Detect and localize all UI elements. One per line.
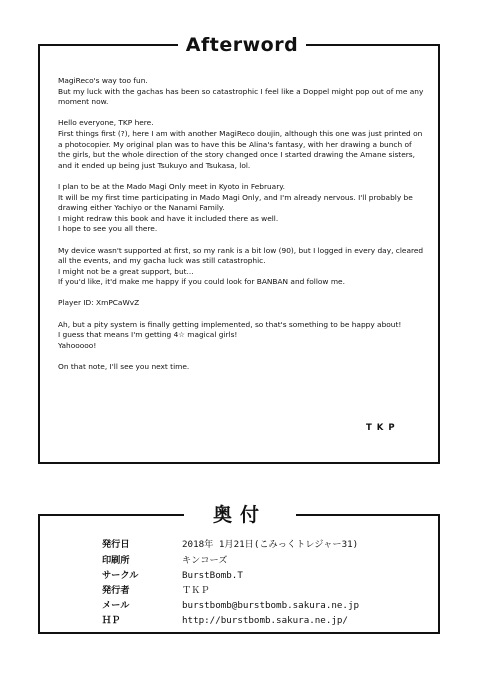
colophon-label: メール <box>102 600 130 611</box>
colophon-label: ＨＰ <box>102 615 121 626</box>
colophon-value: burstbomb@burstbomb.sakura.ne.jp <box>182 600 360 611</box>
afterword-body: MagiReco's way too fun. But my luck with the gachas has been so catastrophic I feel like a Doppel might pop out of me any moment now. Hello everyone, TKP here. First things first (?), here I am with another MagiReco doujin, although this one was just printed on a photocopier. My original plan was to have this be Alina's fantasy, with her drawing a bunch of the girls, but the whole direction of the story changed once I started drawing the Amane sisters, and it ended up being just Tsukuyo and Tsukasa, lol. I plan to be at the Mado Magi Only meet in Kyoto in February. It will be my first time participating in Mado Magi Only, and I'm already nervous. I'll probably be drawing either Yachiyo or the Nanami Family. I might redraw this book and have it included there as well. I hope to see you all there. My device wasn't supported at first, so my rank is a bit low (90), but I logged in every day, cleared all the events, and my gacha luck was still catastrophic. I might not be a great support, but... If you'd like, it'd make me happy if you could look for BANBAN and follow me. Player ID: XmPCaWvZ Ah, but a pity system is finally getting implemented, so that's something to be happy about! I guess that means I'm getting 4☆ magical girls! Yahooooo! On that note, I'll see you next time. <box>58 76 424 372</box>
afterword-title: Afterword <box>178 30 306 60</box>
colophon-label: サークル <box>102 570 139 581</box>
colophon-label: 印刷所 <box>102 555 130 566</box>
colophon-value: ＴＫＰ <box>182 585 210 596</box>
colophon-value: http://burstbomb.sakura.ne.jp/ <box>182 615 348 626</box>
colophon-value: 2018年 1月21日(こみっくトレジャー31) <box>182 539 359 550</box>
colophon-title: 奥付 <box>184 502 296 528</box>
colophon-label: 発行日 <box>102 539 130 550</box>
colophon-value: BurstBomb.T <box>182 570 243 581</box>
colophon-label: 発行者 <box>102 585 130 596</box>
colophon-value: キンコーズ <box>182 555 228 566</box>
afterword-signature: TKP <box>366 423 400 433</box>
